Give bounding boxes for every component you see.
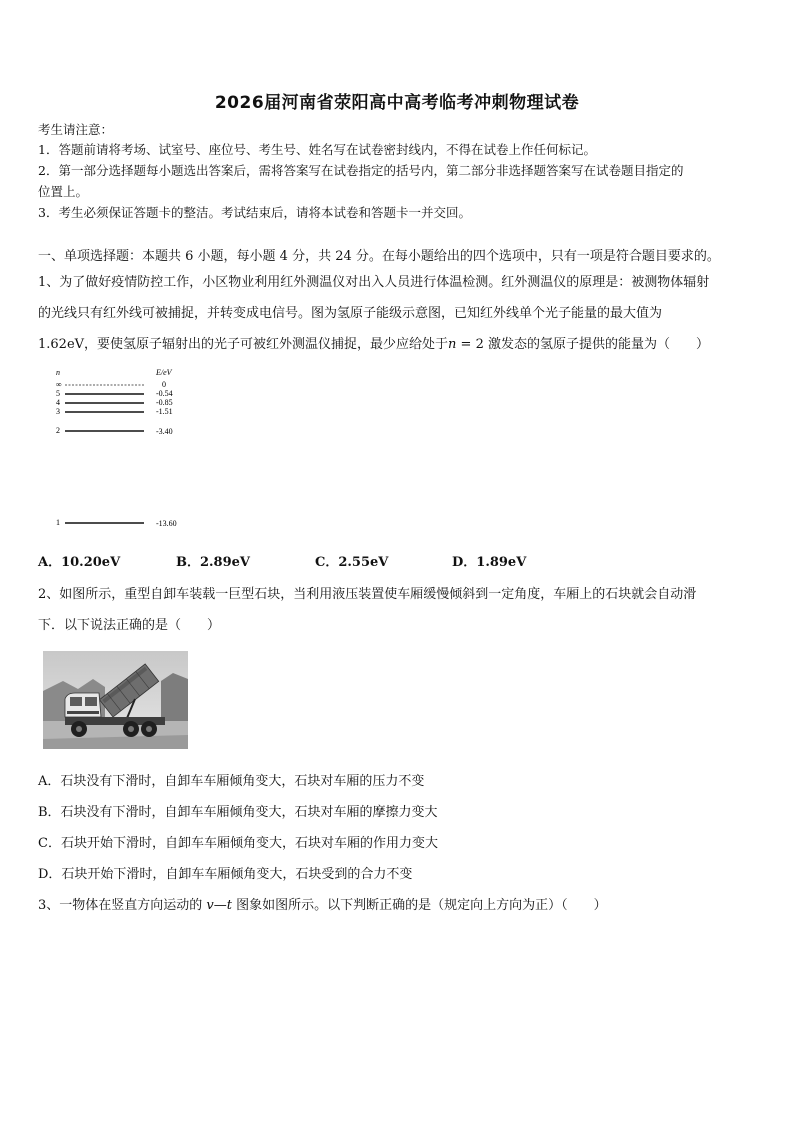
level-n-4: 4 — [56, 398, 60, 407]
q3-suffix: 图象如图所示。以下判断正确的是（规定向上方向为正）（ ） — [231, 898, 607, 913]
q1-line3-b: 激发态的氢原子提供的能量为（ ） — [483, 337, 709, 352]
notice-item-2: 2．第一部分选择题每小题选出答案后，需将答案写在试卷指定的括号内，第二部分非选择题答案写在试卷题目指定的 — [38, 163, 684, 178]
page-title: 2026届河南省荥阳高中高考临考冲刺物理试卷 — [214, 93, 580, 113]
level-n-inf: ∞ — [56, 380, 62, 389]
q1-line1: 1、为了做好疫情防控工作，小区物业利用红外测温仪对出入人员进行体温检测。红外测温仪的原理是：被测物体辐射 — [38, 275, 710, 290]
q2-option-d: D．石块开始下滑时，自卸车车厢倾角变大，石块受到的合力不变 — [38, 867, 413, 882]
q1-line3-a: 1.62eV，要使氢原子辐射出的光子可被红外测温仪捕捉，最少应给处于 — [38, 337, 449, 352]
notice-item-3: 3．考生必须保证答题卡的整洁。考试结束后，请将本试卷和答题卡一并交回。 — [38, 205, 471, 220]
notice-item-1: 1．答题前请将考场、试室号、座位号、考生号、姓名写在试卷密封线内，不得在试卷上作任何标记。 — [38, 142, 596, 157]
q2-option-a: A．石块没有下滑时，自卸车车厢倾角变大，石块对车厢的压力不变 — [38, 774, 425, 789]
diagram-n-label: n — [56, 368, 60, 377]
q1-line2: 的光线只有红外线可被捕捉，并转变成电信号。图为氢原子能级示意图，已知红外线单个光子能量的最大值为 — [38, 306, 663, 321]
q1-line3 — [38, 333, 760, 352]
q3-vt-symbol: v—t — [206, 898, 232, 913]
diagram-e-label: E/eV — [156, 368, 172, 377]
q1-option-b: B．2.89eV — [176, 555, 251, 570]
level-e-5: -0.54 — [156, 389, 173, 398]
level-e-2: -3.40 — [156, 427, 173, 436]
level-n-2: 2 — [56, 426, 60, 435]
notice-item-2-cont: 位置上。 — [38, 184, 89, 199]
energy-level-diagram — [50, 365, 210, 535]
section1-header: 一、单项选择题：本题共 6 小题，每小题 4 分，共 24 分。在每小题给出的四个选项中，只有一项是符合题目要求的。 — [38, 249, 720, 264]
level-n-1: 1 — [56, 518, 60, 527]
level-n-3: 3 — [56, 407, 60, 416]
q1-option-a: A．10.20eV — [38, 555, 121, 570]
dump-truck-photo — [43, 651, 188, 749]
q1-eq: = 2 — [456, 337, 484, 352]
level-e-3: -1.51 — [156, 407, 173, 416]
level-n-5: 5 — [56, 389, 60, 398]
level-e-4: -0.85 — [156, 398, 173, 407]
q3-prefix: 3、一物体在竖直方向运动的 — [38, 898, 207, 913]
q2-line1: 2、如图所示，重型自卸车装载一巨型石块，当利用液压装置使车厢缓慢倾斜到一定角度，车厢上的石块就会自动滑 — [38, 587, 697, 602]
q2-line2: 下．以下说法正确的是（ ） — [38, 618, 221, 633]
q1-n-symbol: n — [448, 337, 457, 352]
level-e-1: -13.60 — [156, 519, 177, 528]
q2-option-b: B．石块没有下滑时，自卸车车厢倾角变大，石块对车厢的摩擦力变大 — [38, 805, 438, 820]
q2-option-c: C．石块开始下滑时，自卸车车厢倾角变大，石块对车厢的作用力变大 — [38, 836, 438, 851]
q1-option-c: C．2.55eV — [315, 555, 389, 570]
q1-option-d: D．1.89eV — [452, 555, 527, 570]
level-e-inf: 0 — [162, 380, 166, 389]
q3-line1 — [38, 894, 760, 913]
notice-heading: 考生请注意： — [38, 122, 114, 137]
